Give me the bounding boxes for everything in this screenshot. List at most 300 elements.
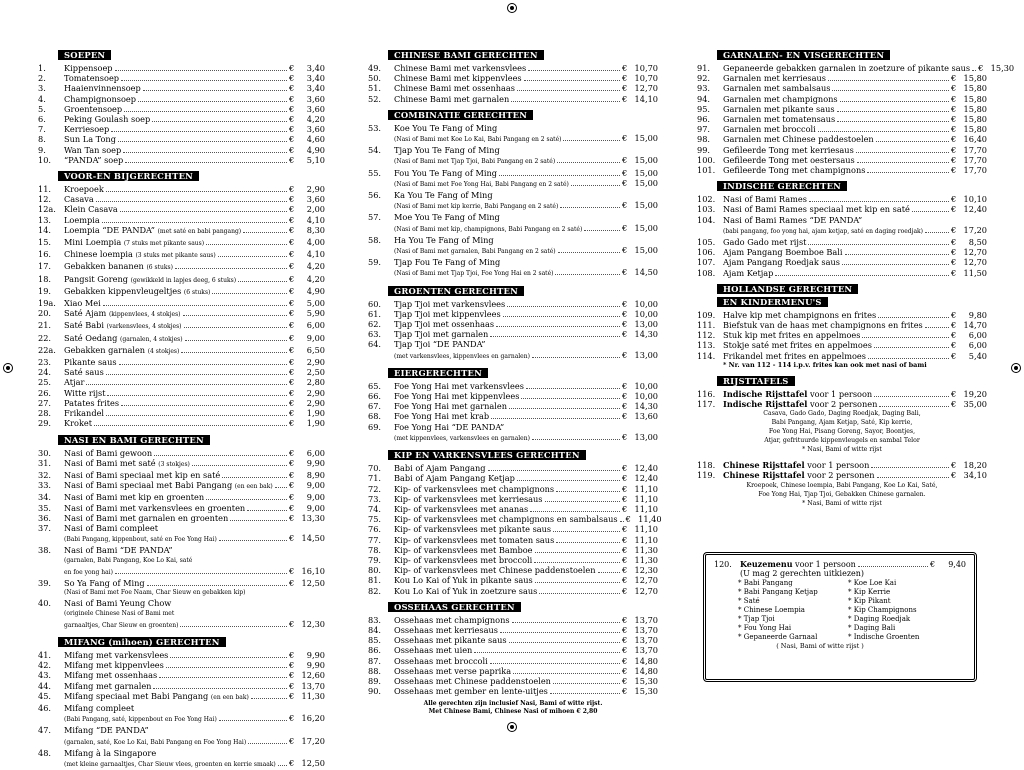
keuze-options-left (738, 579, 848, 642)
item-name: Ossehaas met gember en lente-uitjes (394, 686, 548, 697)
currency-symbol: € (289, 690, 295, 701)
leader-dots (828, 80, 949, 81)
item-number: 72. (368, 483, 382, 494)
leader-dots (563, 140, 620, 141)
currency-symbol: € (289, 618, 295, 629)
leader-dots (106, 415, 287, 416)
item-price: 13,30 (301, 512, 325, 523)
item-price: 2,50 (306, 367, 325, 378)
keuze-option: * Kip Pikant (848, 596, 891, 605)
item-number: 87. (368, 655, 382, 666)
menu-item (368, 168, 658, 178)
menu-item (38, 320, 325, 332)
leader-dots (837, 121, 949, 122)
item-name: Groentensoep (64, 103, 123, 114)
menu-item (697, 237, 987, 247)
item-number: 32. (38, 469, 52, 480)
currency-symbol: € (622, 63, 628, 73)
item-name: Frikandel met frites en appelmoes (723, 350, 866, 361)
menu-item (368, 319, 658, 329)
currency-symbol: € (289, 502, 295, 513)
item-name: Halve kip met champignons en frites (723, 309, 877, 320)
item-price: 16,10 (301, 565, 325, 576)
item-price: 4,20 (306, 273, 325, 284)
menu-item (697, 114, 987, 124)
item-name: Tjap Fou Te Fang of Ming (394, 257, 501, 268)
item-number: 74. (368, 503, 382, 514)
item-price: 1,90 (306, 418, 325, 429)
leader-dots (560, 207, 620, 208)
item-price: 3,40 (306, 63, 325, 73)
menu-item (38, 513, 325, 523)
item-number: 11. (38, 184, 52, 195)
item-number: 118. (697, 460, 716, 471)
menu-footer (368, 700, 658, 716)
menu-item (368, 504, 658, 514)
currency-symbol: € (622, 655, 628, 666)
leader-dots (818, 131, 949, 132)
menu-item (38, 691, 325, 703)
item-name: Babi of Ajam Pangang Ketjap (394, 473, 515, 484)
menu-column-right (697, 50, 1015, 508)
item-number: 103. (697, 204, 716, 215)
currency-symbol: € (289, 93, 295, 104)
item-name: Chinese Rijsttafel voor 1 persoon (723, 460, 870, 471)
keuze-option: * Tjap Tjoi (738, 614, 775, 623)
item-name: Haaienvinnensoep (64, 83, 141, 94)
menu-item (38, 145, 325, 155)
menu-item (697, 155, 987, 165)
item-price: 12,30 (301, 618, 325, 629)
currency-symbol: € (622, 463, 628, 474)
section-header: VOOR-EN BIJGERECHTEN (58, 171, 199, 181)
menu-item (38, 237, 325, 249)
item-name: Tjap Tjoi met garnalen (394, 329, 489, 340)
item-number: 27. (38, 397, 52, 408)
item-price: 8,50 (968, 237, 987, 248)
item-number: 61. (368, 308, 382, 319)
item-name: Wan Tan soep (64, 144, 122, 155)
item-number: 22. (38, 332, 52, 343)
currency-symbol: € (622, 245, 628, 256)
item-number: 86. (368, 645, 382, 656)
currency-symbol: € (289, 387, 295, 398)
item-number: 21. (38, 320, 52, 331)
currency-symbol: € (625, 514, 631, 525)
keuze-option: * Koe Loe Kai (848, 578, 897, 587)
leader-dots (166, 667, 287, 668)
currency-symbol: € (951, 165, 957, 176)
item-name: Biefstuk van de haas met champignons en frites (723, 320, 923, 331)
currency-symbol: € (289, 332, 295, 343)
item-number: 57. (368, 212, 382, 223)
item-price: 9,80 (968, 309, 987, 320)
item-name: Atjar (64, 377, 85, 388)
item-price: 3,40 (306, 73, 325, 84)
leader-dots (511, 101, 620, 102)
item-number: 23. (38, 357, 52, 368)
item-number: 19. (38, 285, 52, 296)
leader-dots (972, 70, 976, 71)
leader-dots (154, 455, 287, 456)
item-number: 14. (38, 224, 52, 235)
menu-item (38, 523, 325, 533)
keuze-option: * Babi Pangang (738, 578, 793, 587)
item-number: 76. (368, 524, 382, 535)
item-number: 65. (368, 380, 382, 391)
leader-dots (138, 101, 287, 102)
item-description-row (368, 432, 658, 444)
item-number: 59. (368, 257, 382, 268)
item-number: 116. (697, 388, 716, 399)
currency-symbol: € (951, 73, 957, 84)
item-price: 15,00 (634, 245, 658, 256)
item-price: 2,90 (306, 184, 325, 195)
item-price: 19,20 (963, 388, 987, 399)
leader-dots (877, 477, 949, 478)
item-number: 73. (368, 493, 382, 504)
item-name: Kou Lo Kai of Yuk in pikante saus (394, 575, 533, 586)
item-name: “PANDA” soep (64, 154, 124, 165)
leader-dots (219, 720, 287, 721)
item-name: Ossehaas met pikante saus (394, 635, 507, 646)
item-number: 18. (38, 273, 52, 284)
registration-mark-icon (3, 363, 13, 373)
menu-item (38, 503, 325, 513)
item-price: 4,90 (306, 285, 325, 296)
item-price: 12,40 (634, 463, 658, 474)
menu-item (38, 408, 325, 418)
currency-symbol: € (951, 93, 957, 104)
leader-dots (474, 652, 620, 653)
leader-dots (500, 632, 620, 633)
keuze-options (714, 579, 966, 642)
currency-symbol: € (289, 273, 295, 284)
item-number: 62. (368, 319, 382, 330)
item-name: Chinese Bami met varkensvlees (394, 63, 527, 73)
item-description: (met kippenvlees, varkensvlees en garnalen) (394, 434, 530, 442)
item-name: Saté Oedang (64, 332, 118, 343)
item-number: 113. (697, 340, 716, 351)
leader-dots (528, 70, 620, 71)
item-number: 100. (697, 154, 716, 165)
item-number: 63. (368, 329, 382, 340)
menu-item (368, 145, 658, 155)
item-name: Foe Yong Hai “DE PANDA” (394, 421, 505, 432)
menu-item (38, 298, 325, 308)
leader-dots (876, 141, 949, 142)
item-number: 88. (368, 665, 382, 676)
leader-dots (219, 540, 287, 541)
item-number: 78. (368, 544, 382, 555)
item-description-row (38, 588, 325, 598)
item-number: 60. (368, 298, 382, 309)
menu-item (38, 308, 325, 320)
menu-item (368, 63, 658, 73)
item-name: Ossehaas met verse paprika (394, 665, 512, 676)
menu-item (38, 598, 325, 608)
currency-symbol: € (951, 309, 957, 320)
item-name: Kip- of varkensvlees met pikante saus (394, 524, 552, 535)
item-number: 10. (38, 154, 52, 165)
item-name: Loempia “DE PANDA” (64, 224, 155, 235)
menu-item (368, 422, 658, 432)
item-description-row (368, 133, 658, 145)
menu-item (368, 656, 658, 666)
item-name: Gepaneerde gebakken garnalen in zoetzure of pikante saus (723, 63, 971, 73)
currency-symbol: € (622, 319, 628, 330)
item-number: 101. (697, 165, 716, 176)
keuzemenu-box (703, 552, 977, 682)
item-description-row (697, 225, 987, 237)
menu-item (368, 494, 658, 504)
item-name: Stuk kip met frites en appelmoes (723, 330, 861, 341)
leader-dots (123, 152, 287, 153)
leader-dots (243, 232, 287, 233)
item-name: Garnalen met broccoli (723, 124, 816, 135)
item-number: 43. (38, 670, 52, 681)
item-name: Stokje saté met frites en appelmoes (723, 340, 872, 351)
currency-symbol: € (622, 686, 628, 697)
currency-symbol: € (622, 380, 628, 391)
currency-symbol: € (289, 457, 295, 468)
leader-dots (121, 405, 287, 406)
leader-dots (124, 111, 287, 112)
item-number: 66. (368, 391, 382, 402)
currency-symbol: € (289, 670, 295, 681)
menu-item (38, 124, 325, 134)
menu-item (697, 257, 987, 267)
item-number: 15. (38, 237, 52, 248)
item-number: 108. (697, 267, 716, 278)
item-price: 11,10 (634, 524, 658, 535)
item-name: Ajam Ketjap (723, 267, 774, 278)
currency-symbol: € (951, 330, 957, 341)
item-name: Kip- of varkensvlees met champignons en sambalsaus (394, 514, 618, 525)
item-price: 2,90 (306, 397, 325, 408)
menu-item (38, 194, 325, 204)
menu-item (368, 676, 658, 686)
section-header: INDISCHE GERECHTEN (717, 181, 847, 191)
currency-symbol: € (289, 308, 295, 319)
item-name: Garnalen met champignons (723, 93, 838, 104)
item-price: 12,70 (634, 585, 658, 596)
item-number: 93. (697, 83, 711, 94)
currency-symbol: € (289, 237, 295, 248)
item-description-row (38, 619, 325, 631)
menu-item (368, 625, 658, 635)
item-name: Frikandel (64, 408, 105, 419)
leader-dots (556, 491, 620, 492)
leader-dots (535, 552, 620, 553)
item-name: Tomatensoep (64, 73, 120, 84)
menu-item (38, 345, 325, 357)
leader-dots (206, 244, 287, 245)
currency-symbol: € (289, 577, 295, 588)
item-detail: (kippenvlees, 4 stokjes) (108, 311, 181, 319)
leader-dots (558, 252, 620, 253)
item-detail: (4 stokjes) (147, 347, 180, 355)
menu-item (368, 565, 658, 575)
item-description-row (368, 350, 658, 362)
item-description: (babi pangang, foo yong hai, ajam ketjap, saté en daging roedjak) (723, 227, 924, 235)
item-description: Atjar, gefrituurde kippenvleugels en sambal Telor (764, 437, 920, 445)
leader-dots (535, 582, 620, 583)
item-number: 49. (368, 63, 382, 73)
leader-dots (153, 688, 287, 689)
leader-dots (874, 347, 949, 348)
section-header: HOLLANDSE GERECHTEN (717, 284, 858, 294)
menu-item (38, 545, 325, 555)
item-price: 10,00 (634, 308, 658, 319)
menu-item (38, 388, 325, 398)
item-description: (originele Chinese Nasi of Bami met (64, 609, 175, 617)
item-name: Klein Casava (64, 204, 118, 215)
item-name: Garnalen met kerriesaus (723, 73, 826, 84)
item-name: Babi of Ajam Pangang (394, 463, 486, 474)
menu-item (368, 411, 658, 421)
item-price: 2,00 (306, 204, 325, 215)
item-description-row (38, 713, 325, 725)
item-name: Gebakken kippenvleugeltjes (64, 285, 182, 296)
item-name: Champignonsoep (64, 93, 136, 104)
item-price: 10,10 (963, 194, 987, 205)
menu-item (368, 123, 658, 133)
item-description: (Nasi of Bami met Foe Yong Hai, Babi Pangang en 2 saté) (394, 180, 569, 188)
currency-symbol: € (289, 344, 295, 355)
item-price: 12,50 (301, 757, 325, 768)
menu-item (368, 381, 658, 391)
menu-item (368, 73, 658, 83)
currency-symbol: € (289, 492, 295, 503)
item-price: 14,10 (634, 93, 658, 104)
item-price: 4,10 (306, 249, 325, 260)
item-number: 30. (38, 447, 52, 458)
item-price: 9,00 (306, 332, 325, 343)
item-price: 9,40 (948, 560, 966, 569)
section-header: EIERGERECHTEN (388, 368, 488, 378)
currency-symbol: € (951, 460, 957, 471)
menu-item (697, 124, 987, 134)
menu-item (38, 215, 325, 225)
item-name: Kip- of varkensvlees met tomaten saus (394, 534, 555, 545)
item-number: 68. (368, 411, 382, 422)
item-description: * Nasi, Bami of witte rijst (802, 499, 882, 507)
item-description: (Nasi of Bami met kip kerrie, Babi Pangang en 2 saté) (394, 203, 559, 211)
currency-symbol: € (289, 134, 295, 145)
menu-item (38, 184, 325, 194)
item-price: 9,90 (306, 660, 325, 671)
leader-dots (867, 172, 949, 173)
menu-item (38, 681, 325, 691)
currency-symbol: € (951, 470, 957, 481)
menu-item (38, 261, 325, 273)
section-header: EN KINDERMENU'S (717, 297, 828, 307)
item-price: 4,10 (306, 214, 325, 225)
leader-dots (107, 395, 287, 396)
currency-symbol: € (622, 483, 628, 494)
currency-symbol: € (289, 83, 295, 94)
leader-dots (530, 511, 620, 512)
leader-dots (278, 765, 287, 766)
leader-dots (230, 520, 287, 521)
item-description: garnaaltjes, Char Sieuw en groenten) (64, 621, 179, 629)
item-name: Xiao Mei (64, 298, 101, 309)
item-number: 31. (38, 457, 52, 468)
leader-dots (175, 268, 287, 269)
menu-item (697, 63, 1015, 73)
leader-dots (832, 90, 949, 91)
leader-dots (499, 175, 620, 176)
item-number: 9. (38, 144, 46, 155)
item-detail: (en een bak) (234, 483, 273, 491)
item-price: 15,80 (963, 73, 987, 84)
currency-symbol: € (622, 391, 628, 402)
item-description: * Nasi, Bami of witte rijst (802, 446, 882, 454)
section-header: NASI EN BAMI GERECHTEN (58, 435, 210, 445)
item-price: 15,00 (634, 177, 658, 188)
menu-item (368, 686, 658, 696)
item-price: 17,70 (963, 144, 987, 155)
item-description: (Nasi of Bami met garnalen, Babi Pangang en 2 saté) (394, 248, 556, 256)
leader-dots (868, 358, 949, 359)
leader-dots (159, 677, 287, 678)
currency-symbol: € (289, 418, 295, 429)
currency-symbol: € (289, 377, 295, 388)
menu-item (38, 492, 325, 502)
item-price: 2,90 (306, 357, 325, 368)
currency-symbol: € (951, 204, 957, 215)
item-number: 96. (697, 114, 711, 125)
leader-dots (180, 626, 287, 627)
item-price: 11,30 (634, 554, 658, 565)
item-number: 94. (697, 93, 711, 104)
item-price: 6,00 (306, 447, 325, 458)
menu-item (38, 448, 325, 458)
item-number: 13. (38, 214, 52, 225)
item-name: Mifang met ossenhaas (64, 670, 158, 681)
currency-symbol: € (951, 320, 957, 331)
menu-item (714, 560, 966, 569)
item-price: 5,00 (306, 298, 325, 309)
item-name: Kroket (64, 418, 93, 429)
item-name: Nasi of Bami compleet (64, 522, 159, 533)
section-header: SOEPEN (58, 50, 111, 60)
item-price: 12,70 (634, 83, 658, 94)
item-name: Kerriesoep (64, 124, 110, 135)
item-detail: (6 stuks) (146, 264, 173, 272)
item-number: 106. (697, 247, 716, 258)
item-price: 3,60 (306, 93, 325, 104)
menu-item (368, 666, 658, 676)
item-name: Garnalen met Chinese paddestoelen (723, 134, 874, 145)
menu-item (697, 104, 987, 114)
leader-dots (120, 211, 287, 212)
item-number: 56. (368, 190, 382, 201)
item-description: en foe yong hai) (64, 568, 113, 576)
item-price: 15,30 (990, 63, 1015, 73)
item-price: 12,30 (634, 565, 658, 576)
menu-item (368, 463, 658, 473)
item-price: 11,10 (634, 503, 658, 514)
leader-dots (925, 232, 949, 233)
currency-symbol: € (289, 285, 295, 296)
item-price: 6,00 (968, 340, 987, 351)
menu-item (697, 94, 987, 104)
currency-symbol: € (289, 408, 295, 419)
item-number: 22a. (38, 344, 56, 355)
item-detail: (gewikkeld in lapjes deeg, 6 stuks) (130, 276, 237, 284)
